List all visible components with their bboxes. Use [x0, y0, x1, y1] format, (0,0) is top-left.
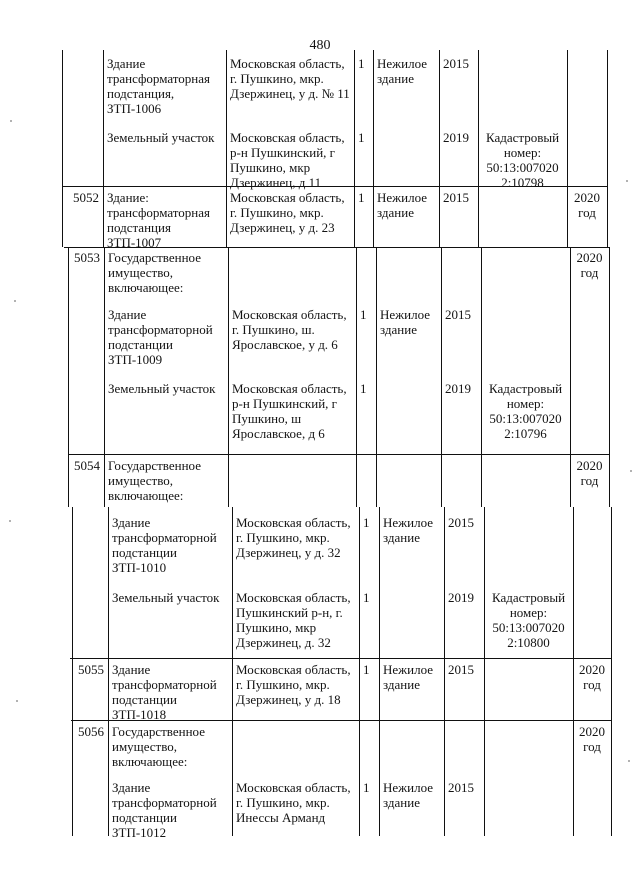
column-divider: [478, 50, 479, 247]
scan-speck: [630, 470, 632, 472]
object-name: Государственное имущество, включающее:: [112, 724, 205, 769]
column-divider: [444, 507, 445, 836]
object-quantity: 1: [360, 307, 367, 322]
object-address: Московская область, г. Пушкино, ш. Ярославское, у д. 6: [232, 307, 347, 352]
column-divider: [441, 247, 442, 507]
column-divider: [103, 50, 104, 247]
column-divider: [68, 247, 69, 507]
scan-speck: [10, 120, 12, 122]
column-divider: [72, 507, 73, 836]
object-name: Здание трансформаторной подстанции ЗТП-1012: [112, 780, 217, 840]
object-quantity: 1: [358, 130, 365, 145]
column-divider: [228, 247, 229, 507]
object-name: Земельный участок: [112, 590, 220, 605]
column-divider: [226, 50, 227, 247]
object-quantity: 1: [358, 190, 365, 205]
scan-speck: [14, 300, 16, 302]
column-divider: [567, 50, 568, 247]
object-year: 2015: [445, 307, 471, 322]
object-address: Московская область, г. Пушкино, мкр. Дзержинец, у д. 18: [236, 662, 351, 707]
object-year: 2015: [443, 56, 469, 71]
column-divider: [232, 507, 233, 836]
column-divider: [609, 247, 610, 507]
period: 2020 год: [579, 662, 605, 692]
object-address: Московская область, р-н Пушкинский, г Пушкино, ш Ярославское, д 6: [232, 381, 347, 441]
column-divider: [354, 50, 355, 247]
object-address: Московская область, г. Пушкино, мкр. Дзержинец, у д. 32: [236, 515, 351, 560]
column-divider: [104, 247, 105, 507]
object-year: 2015: [448, 515, 474, 530]
object-type: Нежилое здание: [383, 662, 434, 692]
object-quantity: 1: [363, 780, 370, 795]
object-quantity: 1: [363, 662, 370, 677]
column-divider: [62, 50, 63, 247]
column-divider: [607, 50, 608, 247]
period: 2020 год: [576, 250, 603, 280]
scan-speck: [9, 520, 11, 522]
column-divider: [356, 247, 357, 507]
column-divider: [611, 507, 612, 836]
object-address: Московская область, г. Пушкино, мкр. Инессы Арманд: [236, 780, 351, 825]
object-type: Нежилое здание: [377, 190, 428, 220]
object-name: Земельный участок: [108, 381, 216, 396]
scan-speck: [16, 700, 18, 702]
column-divider: [108, 507, 109, 836]
object-name: Здание трансформаторной подстанции ЗТП-1018: [112, 662, 217, 722]
column-divider: [573, 507, 574, 836]
row-number: 5055: [78, 662, 104, 677]
object-name: Здание трансформаторной подстанции ЗТП-1009: [108, 307, 213, 367]
object-address: Московская область, р-н Пушкинский, г Пушкино, мкр Дзержинец, д 11: [230, 130, 345, 190]
object-year: 2019: [445, 381, 471, 396]
object-type: Нежилое здание: [383, 515, 434, 545]
object-name: Здание: трансформаторная подстанция ЗТП-1007: [107, 190, 211, 250]
scan-speck: [626, 180, 628, 182]
object-type: Нежилое здание: [383, 780, 434, 810]
column-divider: [379, 507, 380, 836]
row-number: 5053: [74, 250, 100, 265]
object-year: 2015: [448, 780, 474, 795]
object-name: Государственное имущество, включающее:: [108, 250, 201, 295]
object-address: Московская область, г. Пушкино, мкр. Дзержинец, у д. 23: [230, 190, 345, 235]
row-number: 5052: [73, 190, 99, 205]
object-type: Нежилое здание: [377, 56, 428, 86]
object-address: Московская область, г. Пушкино, мкр. Дзержинец, у д. № 11: [230, 56, 350, 101]
column-divider: [373, 50, 374, 247]
scan-speck: [628, 760, 630, 762]
row-divider: [68, 454, 610, 455]
row-number: 5056: [78, 724, 104, 739]
column-divider: [376, 247, 377, 507]
period: 2020 год: [574, 190, 600, 220]
object-quantity: 1: [360, 381, 367, 396]
column-divider: [481, 247, 482, 507]
object-name: Здание трансформаторной подстанции ЗТП-1010: [112, 515, 217, 575]
cadastral-number: Кадастровый номер: 50:13:007020 2:10798: [485, 130, 560, 190]
object-year: 2019: [443, 130, 469, 145]
cadastral-number: Кадастровый номер: 50:13:007020 2:10800: [491, 590, 566, 650]
row-number: 5054: [74, 458, 100, 473]
object-quantity: 1: [363, 590, 370, 605]
object-quantity: 1: [363, 515, 370, 530]
object-name: Государственное имущество, включающее:: [108, 458, 201, 503]
period: 2020 год: [576, 458, 603, 488]
column-divider: [570, 247, 571, 507]
row-divider: [70, 658, 611, 659]
cadastral-number: Кадастровый номер: 50:13:007020 2:10796: [488, 381, 563, 441]
object-name: Земельный участок: [107, 130, 215, 145]
object-quantity: 1: [358, 56, 365, 71]
object-address: Московская область, Пушкинский р-н, г. Пушкино, мкр Дзержинец, д. 32: [236, 590, 351, 650]
column-divider: [359, 507, 360, 836]
object-type: Нежилое здание: [380, 307, 431, 337]
object-year: 2019: [448, 590, 474, 605]
object-name: Здание трансформаторная подстанция, ЗТП-1006: [107, 56, 211, 116]
column-divider: [439, 50, 440, 247]
column-divider: [484, 507, 485, 836]
object-year: 2015: [443, 190, 469, 205]
period: 2020 год: [579, 724, 605, 754]
page-number: 480: [309, 38, 331, 53]
object-year: 2015: [448, 662, 474, 677]
